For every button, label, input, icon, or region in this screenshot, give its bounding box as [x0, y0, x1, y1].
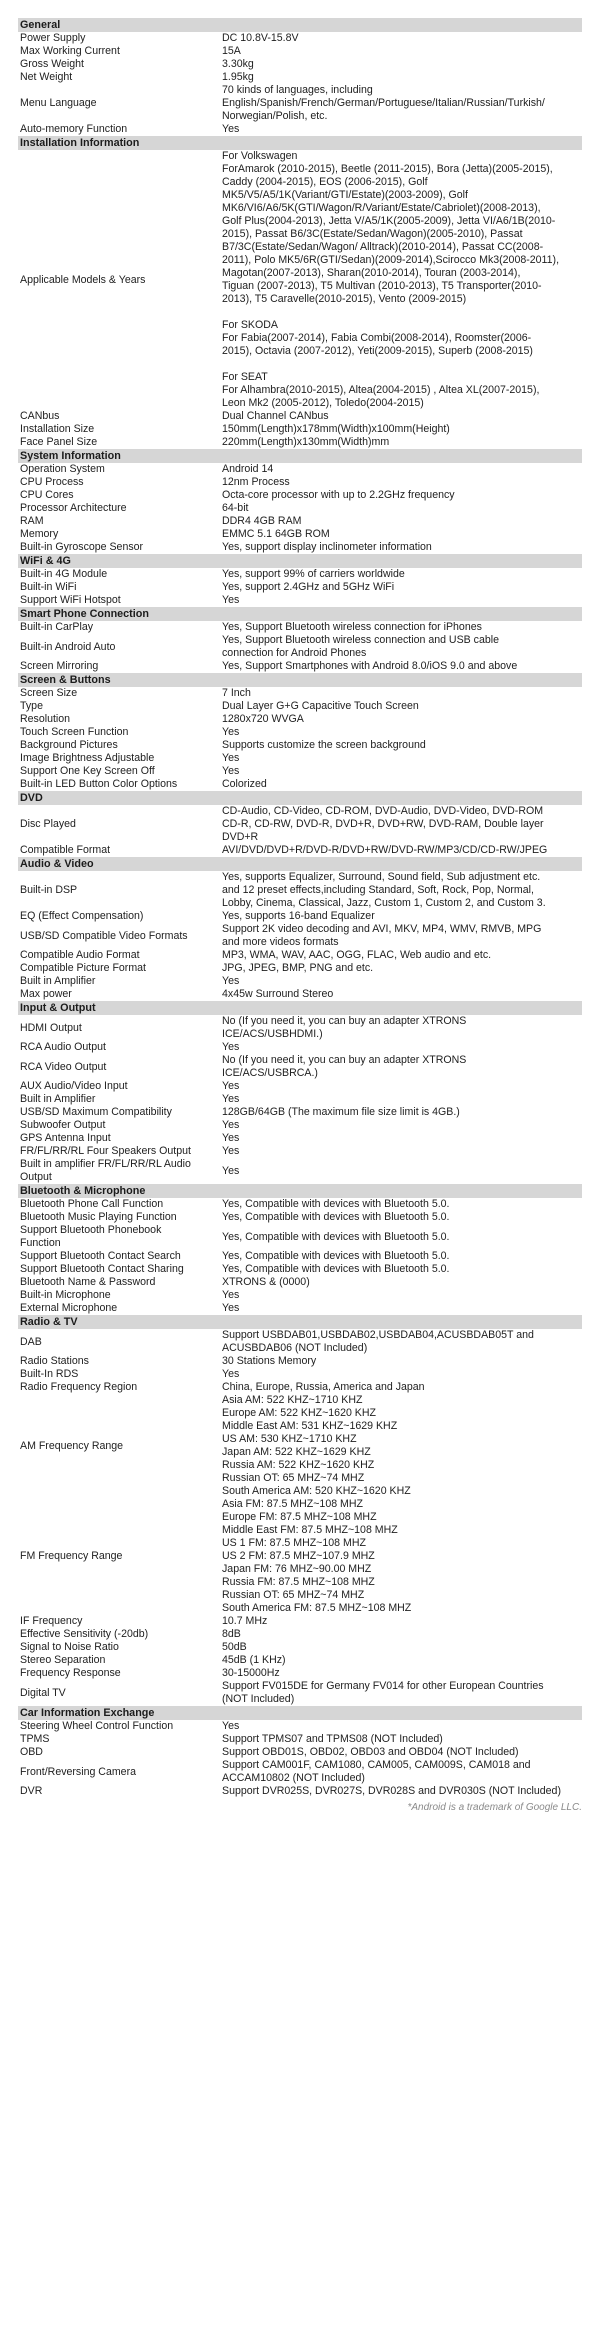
- spec-value: 64-bit: [222, 502, 249, 514]
- spec-label: RCA Audio Output: [20, 1041, 106, 1053]
- spec-value: Octa-core processor with up to 2.2GHz frequency: [222, 489, 455, 501]
- spec-value: JPG, JPEG, BMP, PNG and etc.: [222, 962, 374, 974]
- spec-label: Built-in Gyroscope Sensor: [20, 541, 144, 553]
- spec-value: Yes: [222, 975, 240, 987]
- spec-label: IF Frequency: [20, 1615, 83, 1627]
- spec-label: Touch Screen Function: [20, 726, 129, 738]
- spec-label: Resolution: [20, 713, 71, 725]
- spec-value: Yes: [222, 726, 240, 738]
- spec-value: China, Europe, Russia, America and Japan: [222, 1381, 425, 1393]
- section-title: Car Information Exchange: [18, 1706, 582, 1720]
- spec-row: [18, 1641, 582, 1654]
- spec-label: Compatible Picture Format: [20, 962, 146, 974]
- section-title: General: [18, 18, 582, 32]
- spec-value: Yes, Compatible with devices with Bluetooth 5.0.: [222, 1230, 450, 1243]
- spec-label: Support Bluetooth Phonebook Function: [20, 1224, 162, 1249]
- spec-row: [18, 1093, 582, 1106]
- spec-row: [18, 1106, 582, 1119]
- section-title: WiFi & 4G: [18, 554, 582, 568]
- spec-label: Front/Reversing Camera: [20, 1765, 136, 1778]
- spec-value: XTRONS & (0000): [222, 1276, 310, 1288]
- spec-value: 220mm(Length)x130mm(Width)mm: [222, 436, 390, 448]
- spec-label: Built-In RDS: [20, 1368, 79, 1380]
- spec-value: EMMC 5.1 64GB ROM: [222, 528, 330, 540]
- spec-value: 15A: [222, 45, 241, 57]
- spec-value: Support FV015DE for Germany FV014 for other European Countries (NOT Included): [222, 1680, 544, 1705]
- spec-row: [18, 949, 582, 962]
- spec-row: [18, 1498, 582, 1615]
- spec-row: [18, 844, 582, 857]
- section-header: [18, 673, 582, 687]
- section-title: Installation Information: [18, 136, 582, 150]
- spec-row: [18, 1132, 582, 1145]
- spec-value: DDR4 4GB RAM: [222, 515, 302, 527]
- spec-label: Bluetooth Music Playing Function: [20, 1211, 177, 1223]
- spec-value: Yes: [222, 1720, 240, 1732]
- spec-label: Support WiFi Hotspot: [20, 594, 121, 606]
- spec-row: [18, 923, 582, 949]
- spec-label: RCA Video Output: [20, 1060, 107, 1073]
- spec-row: [18, 476, 582, 489]
- spec-label: TPMS: [20, 1733, 50, 1745]
- spec-value: Supports customize the screen background: [222, 739, 426, 751]
- spec-label: DVR: [20, 1785, 43, 1797]
- spec-label: Bluetooth Phone Call Function: [20, 1198, 164, 1210]
- section-header: [18, 554, 582, 568]
- spec-row: [18, 502, 582, 515]
- spec-value: Yes: [222, 1302, 240, 1314]
- spec-value: Yes: [222, 1289, 240, 1301]
- spec-value: Yes, Support Smartphones with Android 8.0/iOS 9.0 and above: [222, 660, 518, 672]
- spec-label: USB/SD Compatible Video Formats: [20, 929, 188, 942]
- spec-row: [18, 1041, 582, 1054]
- spec-value: Support OBD01S, OBD02, OBD03 and OBD04 (NOT Included): [222, 1746, 519, 1758]
- spec-value: Android 14: [222, 463, 274, 475]
- spec-value: Yes, supports 16-band Equalizer: [222, 910, 375, 922]
- spec-value: 70 kinds of languages, including English/Spanish/French/German/Portuguese/Italian/Russian/Turkish/ Norwegian/Polish, etc.: [222, 84, 545, 122]
- spec-value: Yes, supports Equalizer, Surround, Sound field, Sub adjustment etc. and 12 preset effects,including Standard, Soft, Rock, Pop, Normal, Lobby, Cinema, Classical, Jazz, Custom 1, Custom 2, and Custom 3.: [222, 871, 546, 909]
- spec-label: Face Panel Size: [20, 436, 98, 448]
- spec-value: Yes: [222, 123, 240, 135]
- spec-value: Dual Layer G+G Capacitive Touch Screen: [222, 700, 419, 712]
- spec-value: 1.95kg: [222, 71, 254, 83]
- spec-row: [18, 752, 582, 765]
- spec-label: Processor Architecture: [20, 502, 127, 514]
- spec-label: Image Brightness Adjustable: [20, 752, 155, 764]
- spec-label: Background Pictures: [20, 739, 118, 751]
- spec-row: [18, 700, 582, 713]
- spec-table: [18, 18, 582, 1798]
- spec-row: [18, 436, 582, 449]
- spec-value: Asia AM: 522 KHZ~1710 KHZ Europe AM: 522 KHZ~1620 KHZ Middle East AM: 531 KHZ~1629 KHZ US AM: 530 KHZ~1710 KHZ Japan AM: 522 KHZ~1629 KHZ Russia AM: 522 KHZ~1620 KHZ Russian OT: 65 MHZ~74 MHZ South America AM: 520 KHZ~1620 KHZ: [222, 1394, 411, 1497]
- spec-row: [18, 410, 582, 423]
- spec-value: No (If you need it, you can buy an adapter XTRONS ICE/ACS/USBHDMI.): [222, 1015, 467, 1040]
- spec-label: Gross Weight: [20, 58, 84, 70]
- spec-row: [18, 58, 582, 71]
- spec-row: [18, 660, 582, 673]
- spec-value: Yes, support 99% of carriers worldwide: [222, 568, 405, 580]
- spec-label: Effective Sensitivity (-20db): [20, 1628, 149, 1640]
- spec-label: Installation Size: [20, 423, 95, 435]
- spec-row: [18, 594, 582, 607]
- spec-row: [18, 621, 582, 634]
- spec-label: Stereo Separation: [20, 1654, 106, 1666]
- section-title: System Information: [18, 449, 582, 463]
- spec-row: [18, 1211, 582, 1224]
- spec-label: Built-in CarPlay: [20, 621, 94, 633]
- spec-label: Screen Mirroring: [20, 660, 99, 672]
- section-header: [18, 857, 582, 871]
- spec-row: [18, 1615, 582, 1628]
- spec-value: 12nm Process: [222, 476, 290, 488]
- spec-label: CPU Cores: [20, 489, 74, 501]
- spec-value: Yes: [222, 1132, 240, 1144]
- spec-value: Support DVR025S, DVR027S, DVR028S and DVR030S (NOT Included): [222, 1785, 561, 1797]
- spec-row: [18, 1759, 582, 1785]
- spec-label: Net Weight: [20, 71, 73, 83]
- spec-value: Support 2K video decoding and AVI, MKV, MP4, WMV, RMVB, MPG and more videos formats: [222, 923, 542, 948]
- spec-label: Screen Size: [20, 687, 78, 699]
- spec-value: 7 Inch: [222, 687, 251, 699]
- spec-row: [18, 581, 582, 594]
- spec-row: [18, 1654, 582, 1667]
- spec-value: No (If you need it, you can buy an adapter XTRONS ICE/ACS/USBRCA.): [222, 1054, 467, 1079]
- spec-row: [18, 1276, 582, 1289]
- spec-row: [18, 805, 582, 844]
- spec-value: Yes: [222, 1145, 240, 1157]
- spec-value: DC 10.8V-15.8V: [222, 32, 299, 44]
- spec-label: Applicable Models & Years: [20, 273, 146, 286]
- spec-value: Yes, Compatible with devices with Bluetooth 5.0.: [222, 1211, 450, 1223]
- spec-row: [18, 1628, 582, 1641]
- spec-label: Built in Amplifier: [20, 975, 96, 987]
- spec-label: FR/FL/RR/RL Four Speakers Output: [20, 1145, 191, 1157]
- spec-label: Compatible Audio Format: [20, 949, 140, 961]
- spec-value: Yes: [222, 1368, 240, 1380]
- spec-row: [18, 910, 582, 923]
- spec-row: [18, 1746, 582, 1759]
- spec-value: 150mm(Length)x178mm(Width)x100mm(Height): [222, 423, 450, 435]
- section-header: [18, 791, 582, 805]
- spec-value: Yes: [222, 765, 240, 777]
- spec-row: [18, 726, 582, 739]
- spec-label: Radio Stations: [20, 1355, 89, 1367]
- section-header: [18, 607, 582, 621]
- spec-label: Built-in DSP: [20, 884, 78, 896]
- spec-value: Yes: [222, 1093, 240, 1105]
- section-title: Bluetooth & Microphone: [18, 1184, 582, 1198]
- spec-row: [18, 1785, 582, 1798]
- spec-row: [18, 1250, 582, 1263]
- spec-row: [18, 45, 582, 58]
- spec-row: [18, 1302, 582, 1315]
- spec-table-body: [18, 18, 582, 1798]
- spec-label: Built-in Android Auto: [20, 640, 116, 653]
- spec-value: Asia FM: 87.5 MHZ~108 MHZ Europe FM: 87.5 MHZ~108 MHZ Middle East FM: 87.5 MHZ~108 MHZ US 1 FM: 87.5 MHZ~108 MHZ US 2 FM: 87.5 MHZ~107.9 MHZ Japan FM: 76 MHZ~90.00 MHZ Russia FM: 87.5 MHZ~108 MHZ Russian OT: 65 MHZ~74 MHZ South America FM: 87.5 MHZ~108 MHZ: [222, 1498, 412, 1614]
- spec-row: [18, 713, 582, 726]
- spec-label: Compatible Format: [20, 844, 111, 856]
- spec-value: Yes: [222, 594, 240, 606]
- spec-value: Support USBDAB01,USBDAB02,USBDAB04,ACUSBDAB05T and ACUSBDAB06 (NOT Included): [222, 1329, 534, 1354]
- spec-value: Support TPMS07 and TPMS08 (NOT Included): [222, 1733, 443, 1745]
- section-title: Input & Output: [18, 1001, 582, 1015]
- spec-label: Memory: [20, 528, 59, 540]
- section-title: Smart Phone Connection: [18, 607, 582, 621]
- spec-label: DAB: [20, 1335, 42, 1348]
- spec-label: Support Bluetooth Contact Search: [20, 1250, 181, 1262]
- spec-row: [18, 1720, 582, 1733]
- section-header: [18, 449, 582, 463]
- spec-label: Built in Amplifier: [20, 1093, 96, 1105]
- trademark-footnote: *Android is a trademark of Google LLC.: [407, 1802, 582, 1813]
- spec-value: Yes, Compatible with devices with Bluetooth 5.0.: [222, 1250, 450, 1262]
- spec-value: For Volkswagen ForAmarok (2010-2015), Beetle (2011-2015), Bora (Jetta)(2005-2015), Caddy (2004-2015), EOS (2006-2015), Golf MK5/V5/A5/1K(Variant/GTI/Estate)(2003-2009), Golf MK6/VI6/A6/5K(GTI/Wagon/R/Variant/Estate/Cabriolet)(2008-2013), Golf Plus(2004-2013), Jetta V/A5/1K(2005-2009), Jetta VI/A6/1B(2010- 2015), Passat B6/3C(Estate/Sedan/Wagon)(2005-2010), Passat B7/3C(Estate/Sedan/Wagon/ Alltrack)(2010-2014), Passat CC(2008- 2011), Polo MK5/6R(GTI/Sedan)(2009-2014),Scirocco Mk3(2008-2011), Magotan(2007-2013), Sharan(2010-2014), Touran (2003-2014), Tiguan (2007-2013), T5 Multivan (2010-2013), T5 Transporter(2010- 2013), T5 Caravelle(2010-2015), Vento (2009-2015) For SKODA For Fabia(2007-2014), Fabia Combi(2008-2014), Roomster(2006- 2015), Octavia (2007-2012), Yeti(2009-2015), Superb (2008-2015) For SEAT For Alhambra(2010-2015), Altea(2004-2015) , Altea XL(2007-2015), Leon Mk2 (2005-2012), Toledo(2004-2015): [222, 150, 560, 409]
- spec-row: [18, 962, 582, 975]
- spec-row: [18, 32, 582, 45]
- spec-row: [18, 1394, 582, 1498]
- spec-row: [18, 1289, 582, 1302]
- spec-value: Yes: [222, 752, 240, 764]
- spec-label: Built-in LED Button Color Options: [20, 778, 178, 790]
- spec-row: [18, 765, 582, 778]
- spec-value: 50dB: [222, 1641, 247, 1653]
- spec-row: [18, 634, 582, 660]
- spec-row: [18, 84, 582, 123]
- section-header: [18, 1001, 582, 1015]
- spec-row: [18, 150, 582, 410]
- spec-label: RAM: [20, 515, 44, 527]
- spec-row: [18, 515, 582, 528]
- spec-value: 30 Stations Memory: [222, 1355, 317, 1367]
- spec-row: [18, 1080, 582, 1093]
- spec-label: Support One Key Screen Off: [20, 765, 155, 777]
- spec-value: 4x45w Surround Stereo: [222, 988, 334, 1000]
- spec-row: [18, 1368, 582, 1381]
- spec-label: Auto-memory Function: [20, 123, 128, 135]
- section-header: [18, 1706, 582, 1720]
- spec-label: Operation System: [20, 463, 105, 475]
- spec-value: Yes, support 2.4GHz and 5GHz WiFi: [222, 581, 395, 593]
- spec-value: 30-15000Hz: [222, 1667, 280, 1679]
- spec-value: Yes, Support Bluetooth wireless connection for iPhones: [222, 621, 482, 633]
- spec-row: [18, 1119, 582, 1132]
- spec-label: Menu Language: [20, 97, 97, 109]
- spec-label: HDMI Output: [20, 1021, 82, 1034]
- spec-label: FM Frequency Range: [20, 1550, 123, 1562]
- spec-label: Max Working Current: [20, 45, 120, 57]
- spec-row: [18, 541, 582, 554]
- spec-label: Max power: [20, 988, 72, 1000]
- spec-row: [18, 988, 582, 1001]
- spec-label: Support Bluetooth Contact Sharing: [20, 1263, 184, 1275]
- spec-value: 1280x720 WVGA: [222, 713, 304, 725]
- spec-label: CPU Process: [20, 476, 84, 488]
- spec-value: Colorized: [222, 778, 267, 790]
- spec-label: Signal to Noise Ratio: [20, 1641, 119, 1653]
- spec-value: 3.30kg: [222, 58, 254, 70]
- spec-value: MP3, WMA, WAV, AAC, OGG, FLAC, Web audio and etc.: [222, 949, 492, 961]
- section-header: [18, 1184, 582, 1198]
- spec-value: 128GB/64GB (The maximum file size limit is 4GB.): [222, 1106, 460, 1118]
- spec-row: [18, 1733, 582, 1746]
- spec-label: Subwoofer Output: [20, 1119, 106, 1131]
- spec-row: [18, 1015, 582, 1041]
- spec-value: AVI/DVD/DVD+R/DVD-R/DVD+RW/DVD-RW/MP3/CD/CD-RW/JPEG: [222, 844, 548, 856]
- spec-row: [18, 975, 582, 988]
- spec-row: [18, 1355, 582, 1368]
- spec-row: [18, 123, 582, 136]
- spec-label: CANbus: [20, 410, 60, 422]
- spec-label: AUX Audio/Video Input: [20, 1080, 128, 1092]
- section-header: [18, 18, 582, 32]
- spec-value: Dual Channel CANbus: [222, 410, 329, 422]
- spec-row: [18, 687, 582, 700]
- section-title: Audio & Video: [18, 857, 582, 871]
- spec-label: Type: [20, 700, 43, 712]
- section-header: [18, 1315, 582, 1329]
- spec-row: [18, 1667, 582, 1680]
- spec-value: Yes: [222, 1119, 240, 1131]
- spec-row: [18, 1198, 582, 1211]
- spec-value: Yes: [222, 1164, 240, 1177]
- spec-label: EQ (Effect Compensation): [20, 910, 144, 922]
- spec-label: Steering Wheel Control Function: [20, 1720, 174, 1732]
- spec-label: Disc Played: [20, 818, 76, 830]
- spec-value: Yes, support display inclinometer information: [222, 541, 432, 553]
- spec-label: Power Supply: [20, 32, 86, 44]
- spec-row: [18, 423, 582, 436]
- spec-row: [18, 528, 582, 541]
- spec-row: [18, 463, 582, 476]
- spec-label: Built-in Microphone: [20, 1289, 111, 1301]
- spec-value: Yes: [222, 1041, 240, 1053]
- spec-label: Built in amplifier FR/FL/RR/RL Audio Output: [20, 1158, 191, 1183]
- spec-value: Yes: [222, 1080, 240, 1092]
- spec-label: Built-in WiFi: [20, 581, 77, 593]
- spec-value: 10.7 MHz: [222, 1615, 268, 1627]
- spec-row: [18, 1158, 582, 1184]
- spec-value: 45dB (1 KHz): [222, 1654, 286, 1666]
- spec-row: [18, 1680, 582, 1706]
- spec-label: Bluetooth Name & Password: [20, 1276, 156, 1288]
- section-title: Screen & Buttons: [18, 673, 582, 687]
- section-title: Radio & TV: [18, 1315, 582, 1329]
- spec-label: USB/SD Maximum Compatibility: [20, 1106, 172, 1118]
- spec-label: Digital TV: [20, 1686, 66, 1699]
- spec-label: Frequency Response: [20, 1667, 121, 1679]
- spec-value: Yes, Support Bluetooth wireless connection and USB cable connection for Android Phones: [222, 634, 499, 659]
- spec-row: [18, 1381, 582, 1394]
- spec-value: Yes, Compatible with devices with Bluetooth 5.0.: [222, 1198, 450, 1210]
- spec-row: [18, 871, 582, 910]
- section-title: DVD: [18, 791, 582, 805]
- spec-row: [18, 1145, 582, 1158]
- spec-label: AM Frequency Range: [20, 1439, 124, 1452]
- spec-label: Radio Frequency Region: [20, 1381, 138, 1393]
- spec-label: GPS Antenna Input: [20, 1132, 111, 1144]
- spec-row: [18, 739, 582, 752]
- spec-row: [18, 1224, 582, 1250]
- spec-label: External Microphone: [20, 1302, 118, 1314]
- spec-value: Support CAM001F, CAM1080, CAM005, CAM009S, CAM018 and ACCAM10802 (NOT Included): [222, 1759, 531, 1784]
- spec-value: 8dB: [222, 1628, 241, 1640]
- spec-row: [18, 568, 582, 581]
- spec-row: [18, 1054, 582, 1080]
- spec-label: OBD: [20, 1746, 43, 1758]
- spec-row: [18, 1263, 582, 1276]
- spec-label: Built-in 4G Module: [20, 568, 108, 580]
- spec-value: CD-Audio, CD-Video, CD-ROM, DVD-Audio, DVD-Video, DVD-ROM CD-R, CD-RW, DVD-R, DVD+R, DVD+RW, DVD-RAM, Double layer DVD+R: [222, 805, 544, 843]
- spec-row: [18, 71, 582, 84]
- spec-value: Yes, Compatible with devices with Bluetooth 5.0.: [222, 1263, 450, 1275]
- section-header: [18, 136, 582, 150]
- spec-row: [18, 489, 582, 502]
- spec-row: [18, 778, 582, 791]
- spec-row: [18, 1329, 582, 1355]
